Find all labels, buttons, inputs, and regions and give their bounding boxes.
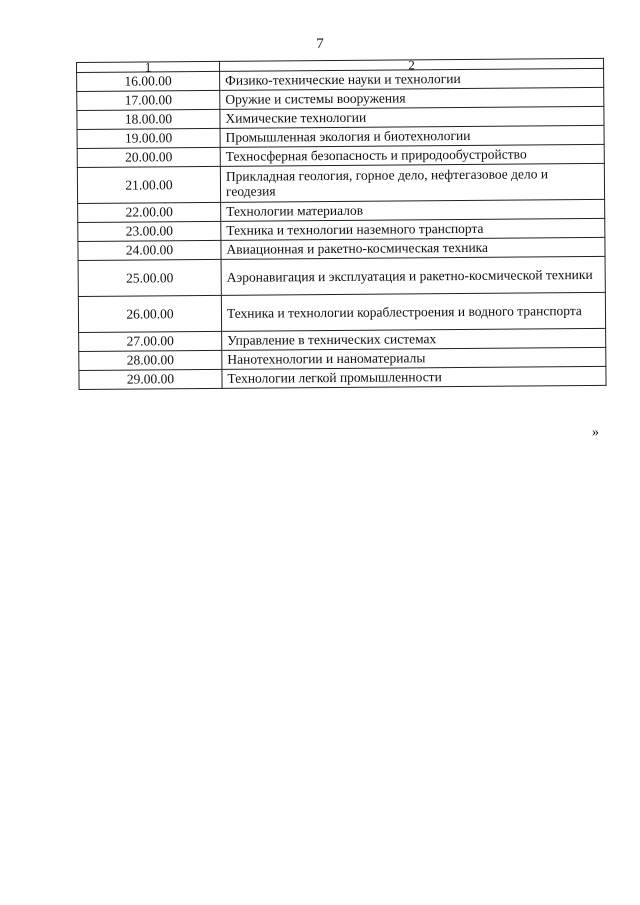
- row-name: Аэронавигация и эксплуатация и ракетно-космической техники: [221, 256, 605, 295]
- row-code: 23.00.00: [78, 221, 221, 241]
- closing-quote-mark: »: [592, 425, 599, 440]
- page-number: 7: [316, 36, 324, 52]
- table-row: [78, 256, 605, 296]
- column-header-code: 1: [77, 61, 220, 72]
- row-name: Техника и технологии наземного транспорта: [221, 218, 605, 240]
- row-name: Физико-технические науки и технологии: [220, 68, 604, 90]
- row-name: Технологии материалов: [221, 199, 605, 221]
- row-name: Техносферная безопасность и природообустройство: [220, 144, 604, 166]
- row-name: Нанотехнологии и наноматериалы: [222, 347, 606, 369]
- row-name: Технологии легкой промышленности: [222, 366, 606, 388]
- row-code: 27.00.00: [79, 331, 222, 351]
- row-code: 29.00.00: [79, 369, 222, 389]
- row-name: Прикладная геология, горное дело, нефтегазовое дело и геодезия: [220, 163, 604, 202]
- table-row: [77, 163, 604, 203]
- row-code: 28.00.00: [79, 350, 222, 370]
- row-code: 26.00.00: [78, 295, 221, 332]
- column-header-name: 2: [219, 58, 603, 71]
- row-code: 19.00.00: [77, 128, 220, 148]
- table-row: [78, 292, 605, 332]
- row-code: 17.00.00: [77, 90, 220, 110]
- row-name: Химические технологии: [220, 106, 604, 128]
- row-code: 24.00.00: [78, 240, 221, 260]
- row-code: 16.00.00: [77, 71, 220, 91]
- row-name: Управление в технических системах: [222, 328, 606, 350]
- row-name: Оружие и системы вооружения: [220, 87, 604, 109]
- row-code: 18.00.00: [77, 109, 220, 129]
- table-container: [76, 58, 607, 390]
- row-code: 21.00.00: [77, 166, 220, 203]
- row-code: 25.00.00: [78, 259, 221, 296]
- table-row: [79, 366, 606, 389]
- row-name: Авиационная и ракетно-космическая техника: [221, 237, 605, 259]
- row-name: Техника и технологии кораблестроения и водного транспорта: [221, 292, 605, 331]
- specialties-table: [76, 58, 607, 390]
- row-name: Промышленная экология и биотехнологии: [220, 125, 604, 147]
- row-code: 22.00.00: [78, 202, 221, 222]
- row-code: 20.00.00: [77, 147, 220, 167]
